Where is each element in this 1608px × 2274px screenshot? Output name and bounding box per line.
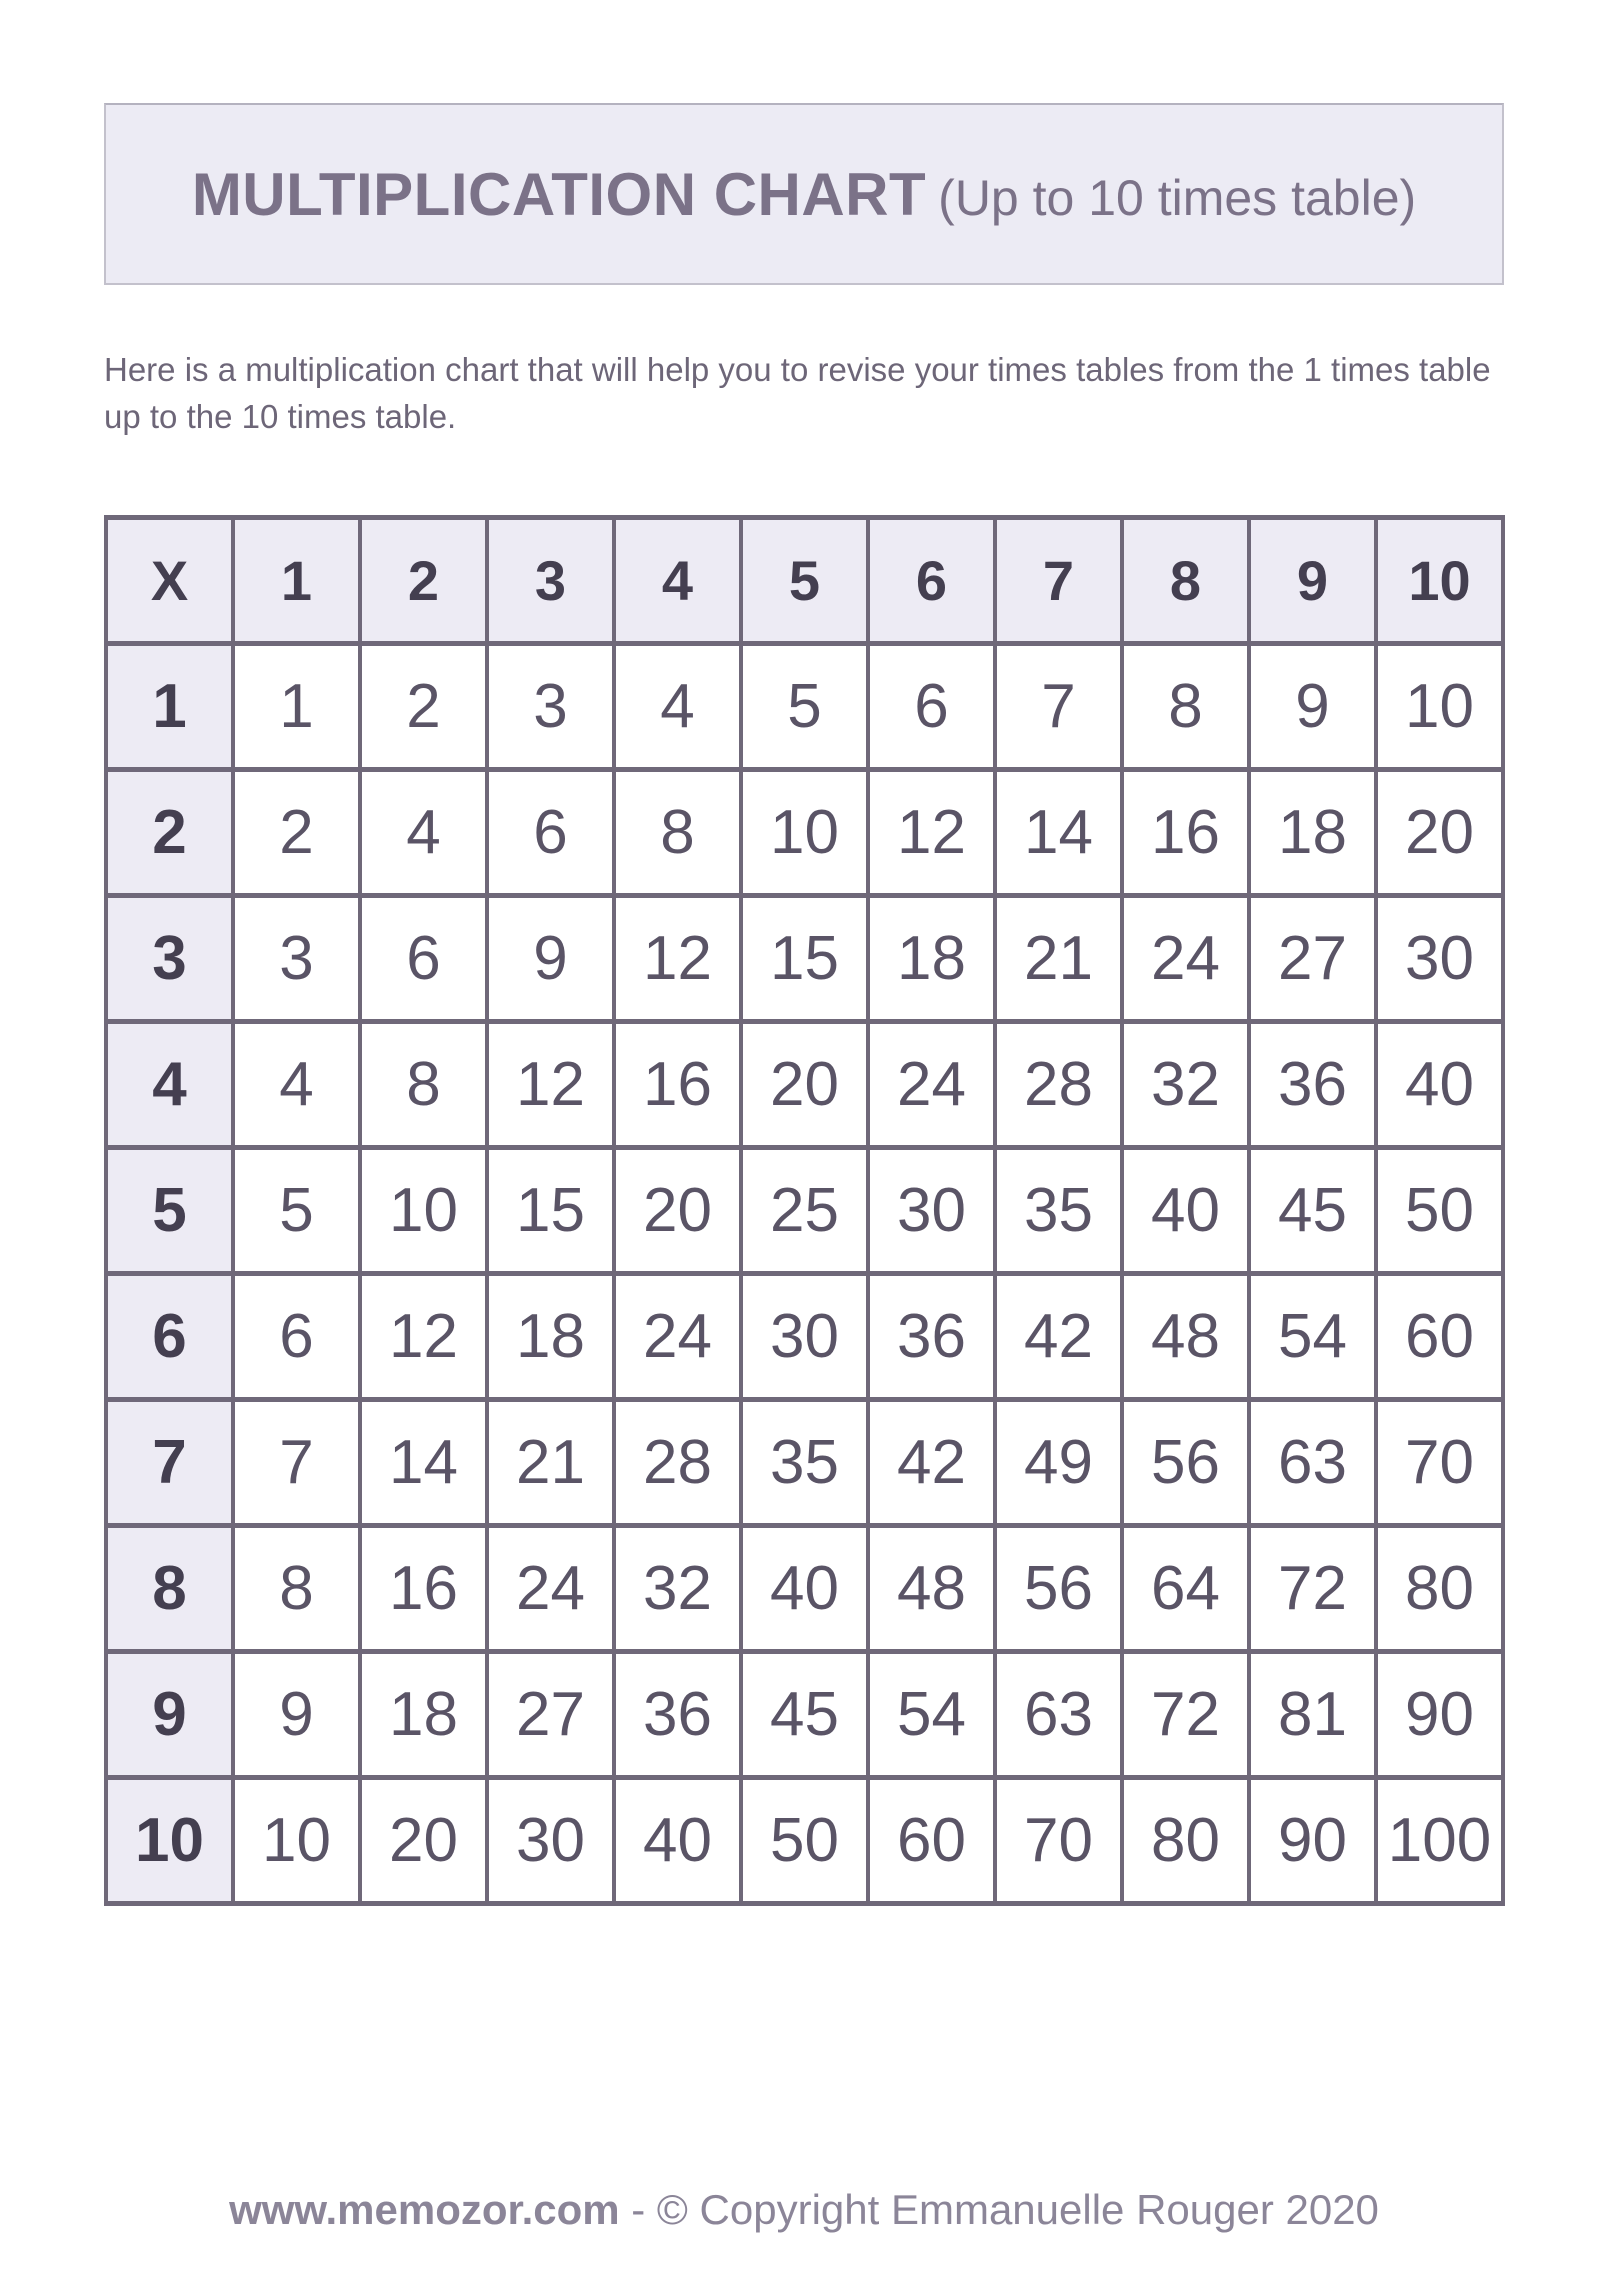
row-header-cell: 3 xyxy=(106,896,233,1022)
product-cell: 27 xyxy=(1249,896,1376,1022)
product-cell: 36 xyxy=(1249,1022,1376,1148)
product-cell: 18 xyxy=(360,1652,487,1778)
product-cell: 80 xyxy=(1122,1778,1249,1904)
product-cell: 42 xyxy=(868,1400,995,1526)
product-cell: 15 xyxy=(741,896,868,1022)
product-cell: 20 xyxy=(360,1778,487,1904)
product-cell: 54 xyxy=(868,1652,995,1778)
product-cell: 7 xyxy=(233,1400,360,1526)
product-cell: 64 xyxy=(1122,1526,1249,1652)
corner-cell: X xyxy=(106,518,233,644)
product-cell: 3 xyxy=(233,896,360,1022)
product-cell: 18 xyxy=(487,1274,614,1400)
product-cell: 63 xyxy=(1249,1400,1376,1526)
row-header-cell: 9 xyxy=(106,1652,233,1778)
table-row xyxy=(106,1274,1503,1400)
product-cell: 70 xyxy=(995,1778,1122,1904)
product-cell: 20 xyxy=(1376,770,1503,896)
product-cell: 18 xyxy=(1249,770,1376,896)
product-cell: 35 xyxy=(741,1400,868,1526)
product-cell: 6 xyxy=(360,896,487,1022)
row-header-cell: 4 xyxy=(106,1022,233,1148)
product-cell: 63 xyxy=(995,1652,1122,1778)
product-cell: 30 xyxy=(1376,896,1503,1022)
table-row xyxy=(106,1022,1503,1148)
column-header-cell: 7 xyxy=(995,518,1122,644)
table-row xyxy=(106,896,1503,1022)
intro-text: Here is a multiplication chart that will help you to revise your times tables from the 1 times table up to the 10 times table. xyxy=(104,351,1491,435)
column-header-cell: 3 xyxy=(487,518,614,644)
product-cell: 30 xyxy=(741,1274,868,1400)
column-header-cell: 1 xyxy=(233,518,360,644)
table-row xyxy=(106,770,1503,896)
product-cell: 45 xyxy=(1249,1148,1376,1274)
product-cell: 8 xyxy=(360,1022,487,1148)
table-row xyxy=(106,1526,1503,1652)
product-cell: 12 xyxy=(487,1022,614,1148)
product-cell: 2 xyxy=(360,644,487,770)
product-cell: 27 xyxy=(487,1652,614,1778)
product-cell: 80 xyxy=(1376,1526,1503,1652)
product-cell: 5 xyxy=(741,644,868,770)
product-cell: 81 xyxy=(1249,1652,1376,1778)
page-title-subtitle: (Up to 10 times table) xyxy=(938,169,1417,226)
product-cell: 8 xyxy=(233,1526,360,1652)
product-cell: 15 xyxy=(487,1148,614,1274)
product-cell: 12 xyxy=(868,770,995,896)
column-header-cell: 2 xyxy=(360,518,487,644)
product-cell: 10 xyxy=(741,770,868,896)
product-cell: 1 xyxy=(233,644,360,770)
product-cell: 20 xyxy=(614,1148,741,1274)
product-cell: 48 xyxy=(868,1526,995,1652)
product-cell: 100 xyxy=(1376,1778,1503,1904)
product-cell: 7 xyxy=(995,644,1122,770)
row-header-cell: 10 xyxy=(106,1778,233,1904)
product-cell: 4 xyxy=(614,644,741,770)
row-header-cell: 5 xyxy=(106,1148,233,1274)
product-cell: 16 xyxy=(1122,770,1249,896)
product-cell: 49 xyxy=(995,1400,1122,1526)
product-cell: 40 xyxy=(1122,1148,1249,1274)
product-cell: 54 xyxy=(1249,1274,1376,1400)
page-title xyxy=(192,160,1416,229)
product-cell: 12 xyxy=(360,1274,487,1400)
column-header-cell: 9 xyxy=(1249,518,1376,644)
product-cell: 24 xyxy=(487,1526,614,1652)
product-cell: 50 xyxy=(741,1778,868,1904)
product-cell: 10 xyxy=(1376,644,1503,770)
product-cell: 4 xyxy=(233,1022,360,1148)
product-cell: 6 xyxy=(868,644,995,770)
product-cell: 60 xyxy=(868,1778,995,1904)
row-header-cell: 1 xyxy=(106,644,233,770)
product-cell: 25 xyxy=(741,1148,868,1274)
table-row xyxy=(106,1652,1503,1778)
table-row xyxy=(106,644,1503,770)
product-cell: 28 xyxy=(995,1022,1122,1148)
product-cell: 32 xyxy=(614,1526,741,1652)
product-cell: 18 xyxy=(868,896,995,1022)
row-header-cell: 6 xyxy=(106,1274,233,1400)
product-cell: 9 xyxy=(487,896,614,1022)
product-cell: 16 xyxy=(614,1022,741,1148)
product-cell: 2 xyxy=(233,770,360,896)
row-header-cell: 8 xyxy=(106,1526,233,1652)
footer-copyright: - © Copyright Emmanuelle Rouger 2020 xyxy=(619,2186,1379,2233)
product-cell: 14 xyxy=(360,1400,487,1526)
product-cell: 10 xyxy=(233,1778,360,1904)
table-row xyxy=(106,1148,1503,1274)
product-cell: 14 xyxy=(995,770,1122,896)
title-box xyxy=(104,103,1504,285)
product-cell: 70 xyxy=(1376,1400,1503,1526)
product-cell: 3 xyxy=(487,644,614,770)
product-cell: 5 xyxy=(233,1148,360,1274)
product-cell: 21 xyxy=(487,1400,614,1526)
product-cell: 42 xyxy=(995,1274,1122,1400)
product-cell: 50 xyxy=(1376,1148,1503,1274)
product-cell: 40 xyxy=(741,1526,868,1652)
product-cell: 56 xyxy=(1122,1400,1249,1526)
product-cell: 32 xyxy=(1122,1022,1249,1148)
column-header-cell: 8 xyxy=(1122,518,1249,644)
product-cell: 16 xyxy=(360,1526,487,1652)
page-title-main: MULTIPLICATION CHART xyxy=(191,160,927,228)
product-cell: 30 xyxy=(868,1148,995,1274)
row-header-cell: 7 xyxy=(106,1400,233,1526)
product-cell: 12 xyxy=(614,896,741,1022)
multiplication-table xyxy=(104,515,1505,1906)
product-cell: 9 xyxy=(1249,644,1376,770)
column-header-cell: 6 xyxy=(868,518,995,644)
product-cell: 30 xyxy=(487,1778,614,1904)
product-cell: 10 xyxy=(360,1148,487,1274)
table-row xyxy=(106,1778,1503,1904)
product-cell: 48 xyxy=(1122,1274,1249,1400)
product-cell: 35 xyxy=(995,1148,1122,1274)
table-row xyxy=(106,1400,1503,1526)
column-header-cell: 5 xyxy=(741,518,868,644)
column-header-cell: 10 xyxy=(1376,518,1503,644)
product-cell: 40 xyxy=(1376,1022,1503,1148)
product-cell: 24 xyxy=(1122,896,1249,1022)
row-header-cell: 2 xyxy=(106,770,233,896)
product-cell: 28 xyxy=(614,1400,741,1526)
table-header-row xyxy=(106,518,1503,644)
product-cell: 24 xyxy=(614,1274,741,1400)
footer-site-link[interactable]: www.memozor.com xyxy=(229,2186,620,2233)
product-cell: 60 xyxy=(1376,1274,1503,1400)
product-cell: 90 xyxy=(1376,1652,1503,1778)
product-cell: 8 xyxy=(614,770,741,896)
product-cell: 90 xyxy=(1249,1778,1376,1904)
product-cell: 24 xyxy=(868,1022,995,1148)
product-cell: 40 xyxy=(614,1778,741,1904)
product-cell: 36 xyxy=(868,1274,995,1400)
product-cell: 6 xyxy=(233,1274,360,1400)
footer xyxy=(0,2186,1608,2234)
product-cell: 9 xyxy=(233,1652,360,1778)
product-cell: 20 xyxy=(741,1022,868,1148)
column-header-cell: 4 xyxy=(614,518,741,644)
product-cell: 8 xyxy=(1122,644,1249,770)
multiplication-table-body xyxy=(106,518,1503,1904)
product-cell: 72 xyxy=(1122,1652,1249,1778)
product-cell: 6 xyxy=(487,770,614,896)
product-cell: 36 xyxy=(614,1652,741,1778)
product-cell: 45 xyxy=(741,1652,868,1778)
product-cell: 56 xyxy=(995,1526,1122,1652)
product-cell: 21 xyxy=(995,896,1122,1022)
product-cell: 72 xyxy=(1249,1526,1376,1652)
product-cell: 4 xyxy=(360,770,487,896)
